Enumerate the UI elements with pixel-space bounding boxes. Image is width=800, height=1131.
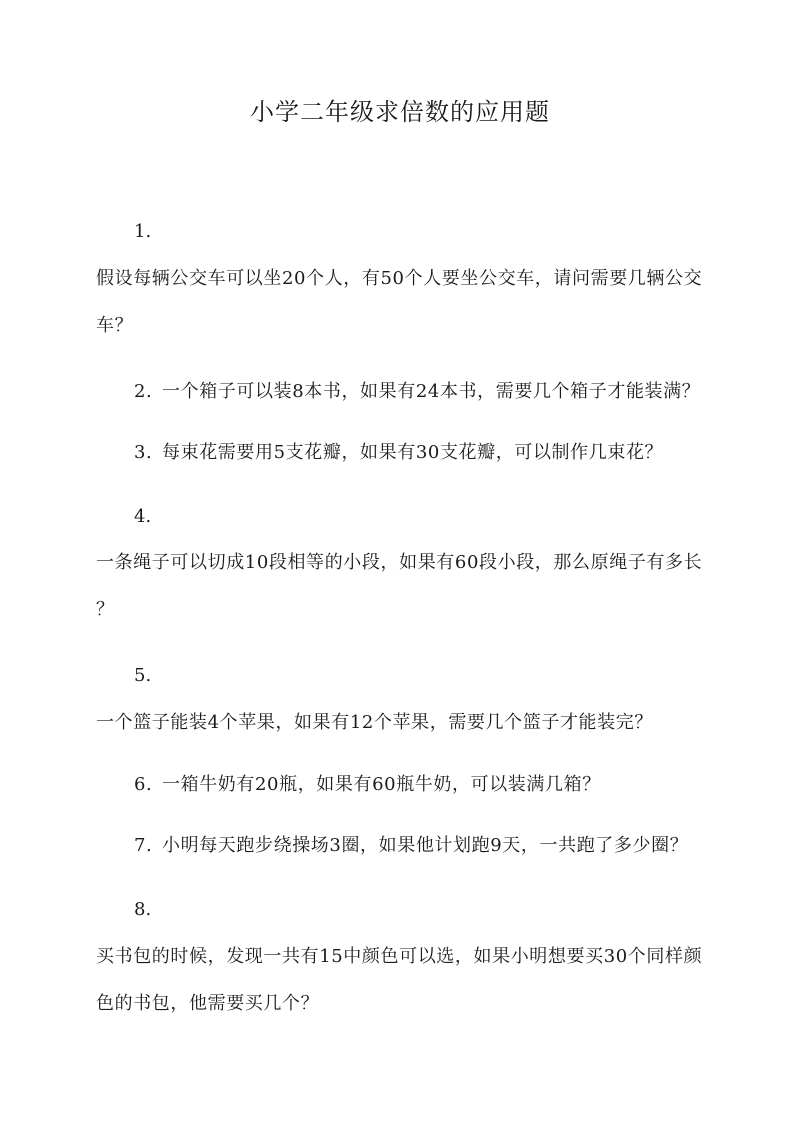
question-6 [134,772,601,798]
question-6-number: 6. [134,774,153,795]
question-7 [134,833,688,859]
question-8-text-line-1: 买书包的时候，发现一共有15中颜色可以选，如果小明想要买30个同样颜 [96,946,703,967]
question-3-number: 3. [134,442,153,463]
question-1-number: 1. [134,221,152,242]
question-2-number: 2. [134,381,153,402]
question-4-text-line-1: 一条绳子可以切成10段相等的小段，如果有60段小段，那么原绳子有多长 [96,552,703,573]
question-3 [134,440,663,466]
question-8-number: 8. [134,899,152,920]
question-7-text: 小明每天跑步绕操场3圈，如果他计划跑9天，一共跑了多少圈？ [162,835,689,856]
question-2 [134,379,700,405]
question-3-text: 每束花需要用5支花瓣，如果有30支花瓣，可以制作几束花？ [162,442,664,463]
question-2-text: 一个箱子可以装8本书，如果有24本书，需要几个箱子才能装满？ [162,381,701,402]
question-1-text-line-1: 假设每辆公交车可以坐20个人，有50个人要坐公交车，请问需要几辆公交 [96,268,703,289]
question-8-text-line-2: 色的书包，他需要买几个？ [96,993,320,1014]
page-title: 小学二年级求倍数的应用题 [250,98,550,126]
question-1-text-line-2: 车？ [96,315,134,336]
question-7-number: 7. [134,835,153,856]
question-6-text: 一箱牛奶有20瓶，如果有60瓶牛奶，可以装满几箱？ [162,774,601,795]
question-5-text-line-1: 一个篮子能装4个苹果，如果有12个苹果，需要几个篮子才能装完？ [96,712,653,733]
question-4-number: 4. [134,506,152,527]
question-5-number: 5. [134,665,152,686]
question-4-text-line-2: ？ [96,599,115,620]
